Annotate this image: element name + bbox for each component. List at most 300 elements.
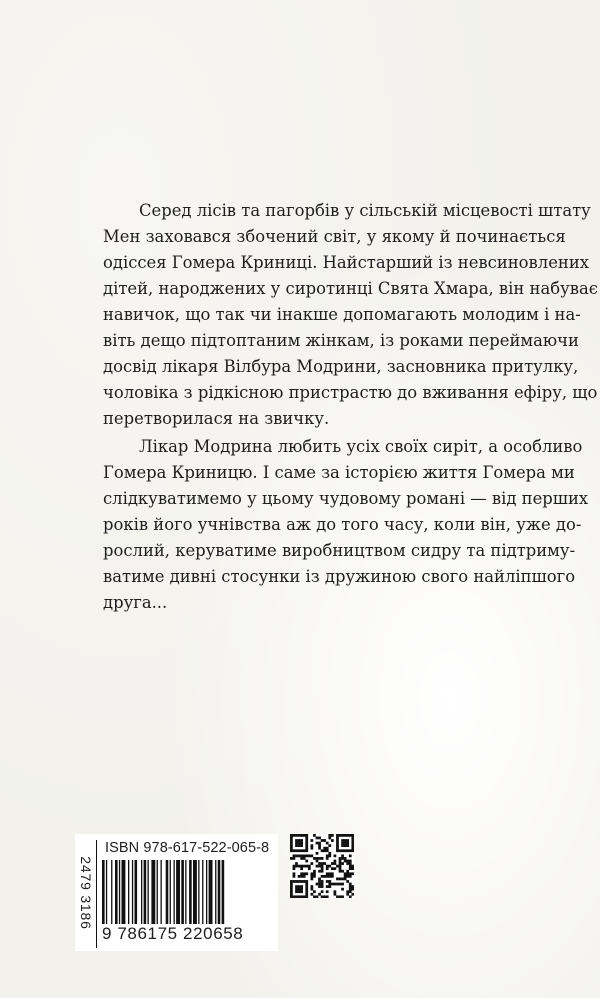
qr-module — [310, 862, 313, 865]
qr-module — [293, 865, 296, 868]
qr-module — [346, 875, 349, 878]
qr-module — [305, 888, 308, 891]
blurb-line: Серед лісів та пагорбів у сільській місцевості штату — [139, 201, 591, 220]
qr-module — [295, 885, 298, 888]
qr-module — [300, 857, 303, 860]
barcode-bar — [170, 860, 171, 924]
qr-module — [326, 880, 329, 883]
qr-module — [298, 880, 301, 883]
qr-module — [331, 883, 334, 886]
qr-module — [334, 867, 337, 870]
qr-module — [346, 890, 349, 893]
qr-module — [349, 854, 352, 857]
qr-module — [321, 839, 324, 842]
qr-module — [305, 837, 308, 840]
barcode-bar — [141, 860, 142, 924]
qr-module — [298, 854, 301, 857]
qr-module — [313, 875, 316, 878]
qr-module — [321, 895, 324, 898]
qr-module — [310, 878, 313, 881]
qr-module — [351, 837, 354, 840]
qr-module — [349, 849, 352, 852]
qr-module — [295, 895, 298, 898]
qr-module — [303, 865, 306, 868]
qr-module — [346, 893, 349, 896]
qr-module — [344, 834, 347, 837]
qr-module — [339, 834, 342, 837]
qr-module — [293, 880, 296, 883]
qr-module — [303, 872, 306, 875]
blurb-line: слідкуватимемо у цьому чудовому романі — від перших — [103, 489, 589, 508]
qr-module — [341, 857, 344, 860]
barcode-bar — [189, 860, 192, 924]
qr-module — [346, 870, 349, 873]
barcode-bar — [193, 860, 197, 924]
qr-module — [346, 842, 349, 845]
qr-module — [336, 844, 339, 847]
qr-module — [346, 872, 349, 875]
side-code-text: 2479 3186 — [78, 856, 94, 930]
qr-module — [295, 862, 298, 865]
qr-module — [321, 883, 324, 886]
qr-module — [303, 854, 306, 857]
blurb-line: Мен заховався збочений світ, у якому й починається — [103, 227, 566, 246]
qr-module — [341, 888, 344, 891]
qr-module — [290, 847, 293, 850]
qr-module — [305, 880, 308, 883]
qr-module — [339, 867, 342, 870]
qr-module — [346, 844, 349, 847]
qr-module — [334, 893, 337, 896]
qr-module — [295, 854, 298, 857]
qr-module — [349, 860, 352, 863]
qr-module — [351, 842, 354, 845]
qr-module — [305, 839, 308, 842]
qr-module — [318, 847, 321, 850]
qr-module — [310, 847, 313, 850]
qr-module — [328, 865, 331, 868]
qr-module — [313, 870, 316, 873]
qr-module — [290, 857, 293, 860]
qr-module — [349, 875, 352, 878]
qr-module — [313, 834, 316, 837]
qr-module — [298, 895, 301, 898]
qr-module — [331, 834, 334, 837]
blurb-line: Лікар Модрина любить усіх своїх сиріт, а особливо — [139, 437, 583, 456]
qr-module — [298, 888, 301, 891]
qr-module — [344, 872, 347, 875]
qr-module — [339, 870, 342, 873]
qr-module — [336, 834, 339, 837]
qr-module — [318, 865, 321, 868]
qr-module — [293, 895, 296, 898]
qr-module — [336, 878, 339, 881]
qr-module — [293, 872, 296, 875]
barcode-bar — [185, 860, 186, 924]
barcode-bar — [148, 860, 149, 924]
qr-module — [308, 865, 311, 868]
qr-module — [339, 895, 342, 898]
barcode-graphic — [100, 860, 278, 932]
qr-module — [290, 844, 293, 847]
barcode-bar — [135, 860, 138, 924]
qr-module — [334, 854, 337, 857]
qr-module — [328, 885, 331, 888]
qr-module — [290, 837, 293, 840]
qr-module — [349, 862, 352, 865]
qr-module — [326, 849, 329, 852]
qr-module — [290, 888, 293, 891]
qr-module — [303, 875, 306, 878]
qr-module — [303, 880, 306, 883]
qr-module — [336, 895, 339, 898]
qr-module — [318, 880, 321, 883]
qr-module — [295, 849, 298, 852]
qr-module — [293, 854, 296, 857]
blurb-line: віть дещо підтоптаним жінкам, із роками переймаючи — [103, 331, 579, 350]
qr-module — [344, 849, 347, 852]
qr-module — [318, 883, 321, 886]
qr-module — [328, 834, 331, 837]
qr-module — [351, 867, 354, 870]
qr-module — [336, 837, 339, 840]
qr-module — [298, 842, 301, 845]
qr-module — [346, 834, 349, 837]
side-code-bar — [96, 840, 97, 948]
barcode-bar — [209, 860, 213, 924]
qr-module — [351, 893, 354, 896]
qr-module — [341, 844, 344, 847]
qr-module — [321, 857, 324, 860]
qr-module — [331, 839, 334, 842]
qr-module — [305, 844, 308, 847]
qr-module — [326, 867, 329, 870]
qr-module — [303, 849, 306, 852]
qr-module — [346, 860, 349, 863]
qr-module — [331, 872, 334, 875]
qr-module — [351, 844, 354, 847]
barcode-bar — [206, 860, 207, 924]
qr-module — [295, 888, 298, 891]
qr-module — [305, 895, 308, 898]
qr-module — [310, 888, 313, 891]
qr-module — [344, 857, 347, 860]
qr-module — [339, 878, 342, 881]
qr-module — [323, 849, 326, 852]
qr-module — [351, 849, 354, 852]
qr-module — [305, 890, 308, 893]
qr-module — [318, 837, 321, 840]
qr-module — [293, 857, 296, 860]
qr-module — [326, 895, 329, 898]
qr-module — [349, 883, 352, 886]
blurb-line: дітей, народжених у сиротинці Свята Хмара, він набуває — [103, 279, 598, 298]
qr-module — [310, 854, 313, 857]
blurb-line: досвід лікаря Вілбура Модрини, засновника притулку, — [103, 357, 579, 376]
qr-module — [336, 839, 339, 842]
qr-module — [336, 847, 339, 850]
blurb-paragraph-2 — [103, 434, 589, 616]
qr-module — [300, 867, 303, 870]
qr-module — [341, 870, 344, 873]
qr-module — [300, 854, 303, 857]
qr-module — [339, 849, 342, 852]
qr-module — [331, 875, 334, 878]
qr-module — [308, 867, 311, 870]
qr-module — [300, 888, 303, 891]
qr-module — [293, 849, 296, 852]
qr-module — [351, 872, 354, 875]
qr-module — [316, 860, 319, 863]
qr-module — [316, 883, 319, 886]
qr-module — [326, 854, 329, 857]
barcode-digits: 9 786175 220658 — [102, 924, 244, 943]
qr-module — [326, 847, 329, 850]
qr-module — [310, 875, 313, 878]
qr-module — [326, 857, 329, 860]
qr-module — [305, 865, 308, 868]
qr-module — [341, 834, 344, 837]
qr-module — [321, 875, 324, 878]
barcode-bar — [122, 860, 126, 924]
qr-module — [344, 878, 347, 881]
qr-module — [300, 885, 303, 888]
qr-module — [305, 872, 308, 875]
qr-module — [313, 895, 316, 898]
qr-module — [303, 834, 306, 837]
barcode-bar — [174, 860, 175, 924]
qr-module — [316, 865, 319, 868]
qr-module — [321, 867, 324, 870]
qr-module — [300, 875, 303, 878]
qr-module — [316, 837, 319, 840]
qr-module — [293, 834, 296, 837]
qr-module — [308, 854, 311, 857]
barcode-bar — [151, 860, 155, 924]
qr-module — [344, 875, 347, 878]
qr-module — [351, 885, 354, 888]
qr-module — [344, 839, 347, 842]
qr-module — [346, 862, 349, 865]
blurb-line: перетворилася на звичку. — [103, 409, 330, 428]
qr-module — [305, 885, 308, 888]
blurb-paragraph-1 — [103, 198, 598, 432]
barcode-bar — [198, 860, 199, 924]
blurb-line: років його учнівства аж до того часу, коли він, уже до- — [103, 515, 582, 534]
qr-module — [349, 834, 352, 837]
qr-module — [290, 883, 293, 886]
qr-module — [341, 849, 344, 852]
qr-module — [321, 865, 324, 868]
qr-module — [321, 890, 324, 893]
qr-module — [310, 893, 313, 896]
qr-module — [344, 844, 347, 847]
qr-module — [318, 857, 321, 860]
qr-module — [293, 875, 296, 878]
qr-module — [341, 878, 344, 881]
qr-module — [300, 872, 303, 875]
qr-module — [328, 880, 331, 883]
qr-module — [290, 849, 293, 852]
qr-module — [295, 865, 298, 868]
qr-module — [313, 890, 316, 893]
qr-module — [323, 862, 326, 865]
qr-module — [290, 895, 293, 898]
qr-module — [295, 834, 298, 837]
qr-module — [300, 890, 303, 893]
blurb-line: ватиме дивні стосунки із дружиною свого найліпшого — [103, 567, 576, 586]
qr-module — [334, 860, 337, 863]
qr-module — [349, 890, 352, 893]
qr-module — [316, 895, 319, 898]
qr-module — [339, 860, 342, 863]
qr-module — [298, 834, 301, 837]
qr-module — [326, 872, 329, 875]
blurb-line: чоловіка з рідкісною пристрастю до вживання ефіру, що — [103, 383, 598, 402]
qr-module — [336, 865, 339, 868]
qr-module — [341, 883, 344, 886]
blurb-line: Гомера Криницю. І саме за історією життя Гомера ми — [103, 463, 575, 482]
qr-module — [341, 842, 344, 845]
qr-module — [305, 849, 308, 852]
qr-module — [313, 872, 316, 875]
qr-module — [351, 839, 354, 842]
qr-module — [346, 880, 349, 883]
qr-module — [334, 862, 337, 865]
side-code — [78, 840, 94, 946]
barcode-bar — [102, 860, 105, 924]
qr-module — [298, 865, 301, 868]
qr-module — [305, 883, 308, 886]
qr-module — [328, 844, 331, 847]
qr-module — [316, 857, 319, 860]
qr-module — [318, 885, 321, 888]
qr-module — [313, 857, 316, 860]
qr-module — [295, 839, 298, 842]
barcode-bar — [106, 860, 107, 924]
qr-module — [290, 890, 293, 893]
qr-module — [321, 870, 324, 873]
qr-module — [326, 890, 329, 893]
qr-module — [344, 860, 347, 863]
qr-module — [351, 847, 354, 850]
qr-module — [298, 849, 301, 852]
qr-module — [328, 852, 331, 855]
qr-module — [341, 839, 344, 842]
qr-module — [351, 888, 354, 891]
qr-module — [334, 883, 337, 886]
qr-module — [328, 875, 331, 878]
qr-module — [346, 849, 349, 852]
qr-module — [336, 849, 339, 852]
barcode-bar — [111, 860, 112, 924]
qr-module — [310, 872, 313, 875]
qr-module — [323, 895, 326, 898]
qr-module — [310, 885, 313, 888]
qr-module — [300, 865, 303, 868]
qr-module — [349, 888, 352, 891]
qr-module — [295, 842, 298, 845]
barcode-bar — [119, 860, 120, 924]
qr-module — [300, 895, 303, 898]
qr-module — [298, 885, 301, 888]
barcode-bar — [222, 860, 225, 924]
qr-module — [316, 852, 319, 855]
isbn-label: ISBN 978-617-522-065-8 — [105, 840, 270, 856]
qr-module — [303, 895, 306, 898]
blurb-line: одіссея Гомера Криниці. Найстарший із невсиновлених — [103, 253, 589, 272]
qr-module — [349, 872, 352, 875]
qr-module — [349, 885, 352, 888]
qr-module — [303, 857, 306, 860]
qr-module — [295, 880, 298, 883]
qr-module — [339, 883, 342, 886]
qr-module — [321, 862, 324, 865]
qr-module — [290, 893, 293, 896]
qr-module — [326, 885, 329, 888]
qr-module — [318, 878, 321, 881]
qr-module — [351, 834, 354, 837]
qr-module — [351, 865, 354, 868]
qr-module — [305, 893, 308, 896]
qr-module — [318, 844, 321, 847]
qr-module — [339, 857, 342, 860]
barcode-bar — [115, 860, 118, 924]
barcode-bar — [202, 860, 203, 924]
barcode-bar — [181, 860, 184, 924]
qr-module — [293, 867, 296, 870]
qr-code-icon — [290, 834, 354, 898]
qr-module — [316, 842, 319, 845]
qr-module — [318, 862, 321, 865]
blurb-line: друга... — [103, 593, 168, 612]
qr-module — [346, 839, 349, 842]
qr-module — [323, 875, 326, 878]
qr-module — [305, 847, 308, 850]
barcode-bar — [132, 860, 133, 924]
qr-module — [344, 842, 347, 845]
qr-module — [326, 865, 329, 868]
qr-module — [341, 862, 344, 865]
qr-module — [321, 885, 324, 888]
qr-module — [336, 883, 339, 886]
qr-module — [349, 865, 352, 868]
qr-module — [305, 834, 308, 837]
qr-module — [295, 890, 298, 893]
qr-module — [298, 890, 301, 893]
qr-module — [300, 844, 303, 847]
qr-module — [305, 854, 308, 857]
blurb-line: рослий, керуватиме виробництвом сидру та підтриму- — [103, 541, 576, 560]
qr-module — [341, 854, 344, 857]
qr-module — [300, 839, 303, 842]
qr-module — [341, 895, 344, 898]
barcode-bar — [218, 860, 221, 924]
qr-module — [310, 844, 313, 847]
qr-module — [331, 867, 334, 870]
qr-module — [318, 842, 321, 845]
qr-module — [300, 842, 303, 845]
barcode-bar — [157, 860, 158, 924]
qr-module — [305, 842, 308, 845]
qr-module — [290, 885, 293, 888]
qr-module — [298, 839, 301, 842]
qr-module — [305, 860, 308, 863]
qr-module — [295, 844, 298, 847]
qr-module — [326, 842, 329, 845]
qr-module — [300, 849, 303, 852]
qr-module — [349, 867, 352, 870]
